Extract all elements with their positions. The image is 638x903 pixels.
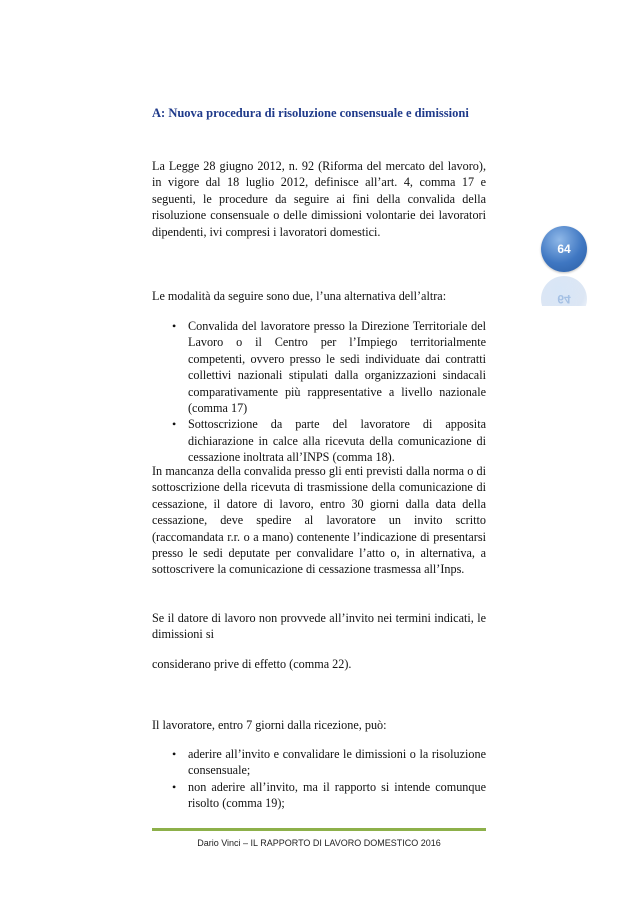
bullet-icon: • bbox=[172, 747, 177, 761]
paragraph-legge: La Legge 28 giugno 2012, n. 92 (Riforma del mercato del lavoro), in vigore dal 18 luglio 2012, definisce all’art. 4, comma 17 e seguenti, le procedure da seguire ai fini della convalida della risoluzione consensuale o delle dimissioni volontarie dei lavoratori dipendenti, ivi compresi i lavoratori domestici. bbox=[152, 159, 486, 239]
list-item-text: aderire all’invito e convalidare le dimissioni o la risoluzione consensuale; bbox=[188, 747, 486, 778]
list-item-text: Convalida del lavoratore presso la Direzione Territoriale del Lavoro o il Centro per l’Impiego territorialmente competenti, ovvero presso le sedi individuate dai contratti collettivi nazionali stipulati dalla organizzazioni sindacali comparativamente più rappresentative a livello nazionale (comma 17) bbox=[188, 319, 486, 416]
paragraph-mancanza-convalida: In mancanza della convalida presso gli enti previsti dalla norma o di sottoscrizione della ricevuta di trasmissione della comunicazione di cessazione, il datore di lavoro, entro 30 giorni dalla data della cessazione, deve spedire al lavoratore un invito scritto (raccomandata r.r. o a mano) contenente l’indicazione di presentarsi presso le sedi deputate per convalidare l’atto o, in alternativa, a sottoscrivere la comunicazione di cessazione trasmessa all’Inps. bbox=[152, 464, 486, 577]
paragraph-lavoratore: Il lavoratore, entro 7 giorni dalla ricezione, può: bbox=[152, 718, 387, 732]
page-number-reflection bbox=[541, 276, 587, 306]
list-item bbox=[152, 746, 486, 779]
bullet-icon: • bbox=[172, 417, 177, 432]
list-item bbox=[152, 779, 486, 812]
page-number-badge: 64 bbox=[541, 226, 587, 272]
footer-text: Dario Vinci – IL RAPPORTO DI LAVORO DOMESTICO 2016 bbox=[197, 838, 441, 848]
paragraph-effetto: considerano prive di effetto (comma 22). bbox=[152, 657, 352, 671]
bullet-icon: • bbox=[172, 319, 177, 333]
bullet-icon: • bbox=[172, 779, 177, 794]
paragraph-modalita: Le modalità da seguire sono due, l’una alternativa dell’altra: bbox=[152, 289, 447, 303]
page-number-reflection-text: 64 bbox=[541, 276, 587, 306]
footer-divider bbox=[152, 828, 486, 831]
list-item-text: non aderire all’invito, ma il rapporto si intende comunque risolto (comma 19); bbox=[188, 779, 486, 811]
section-heading: A: Nuova procedura di risoluzione consensuale e dimissioni bbox=[152, 106, 469, 120]
list-item bbox=[152, 416, 486, 465]
paragraph-invito: Se il datore di lavoro non provvede all’invito nei termini indicati, le dimissioni si bbox=[152, 611, 486, 642]
list-item bbox=[152, 318, 486, 416]
bullet-list-lavoratore bbox=[152, 746, 486, 812]
bullet-list-modalita bbox=[152, 318, 486, 466]
list-item-text: Sottoscrizione da parte del lavoratore di apposita dichiarazione in calce alla ricevuta della comunicazione di cessazione inoltrata all’INPS (comma 18). bbox=[188, 417, 486, 465]
